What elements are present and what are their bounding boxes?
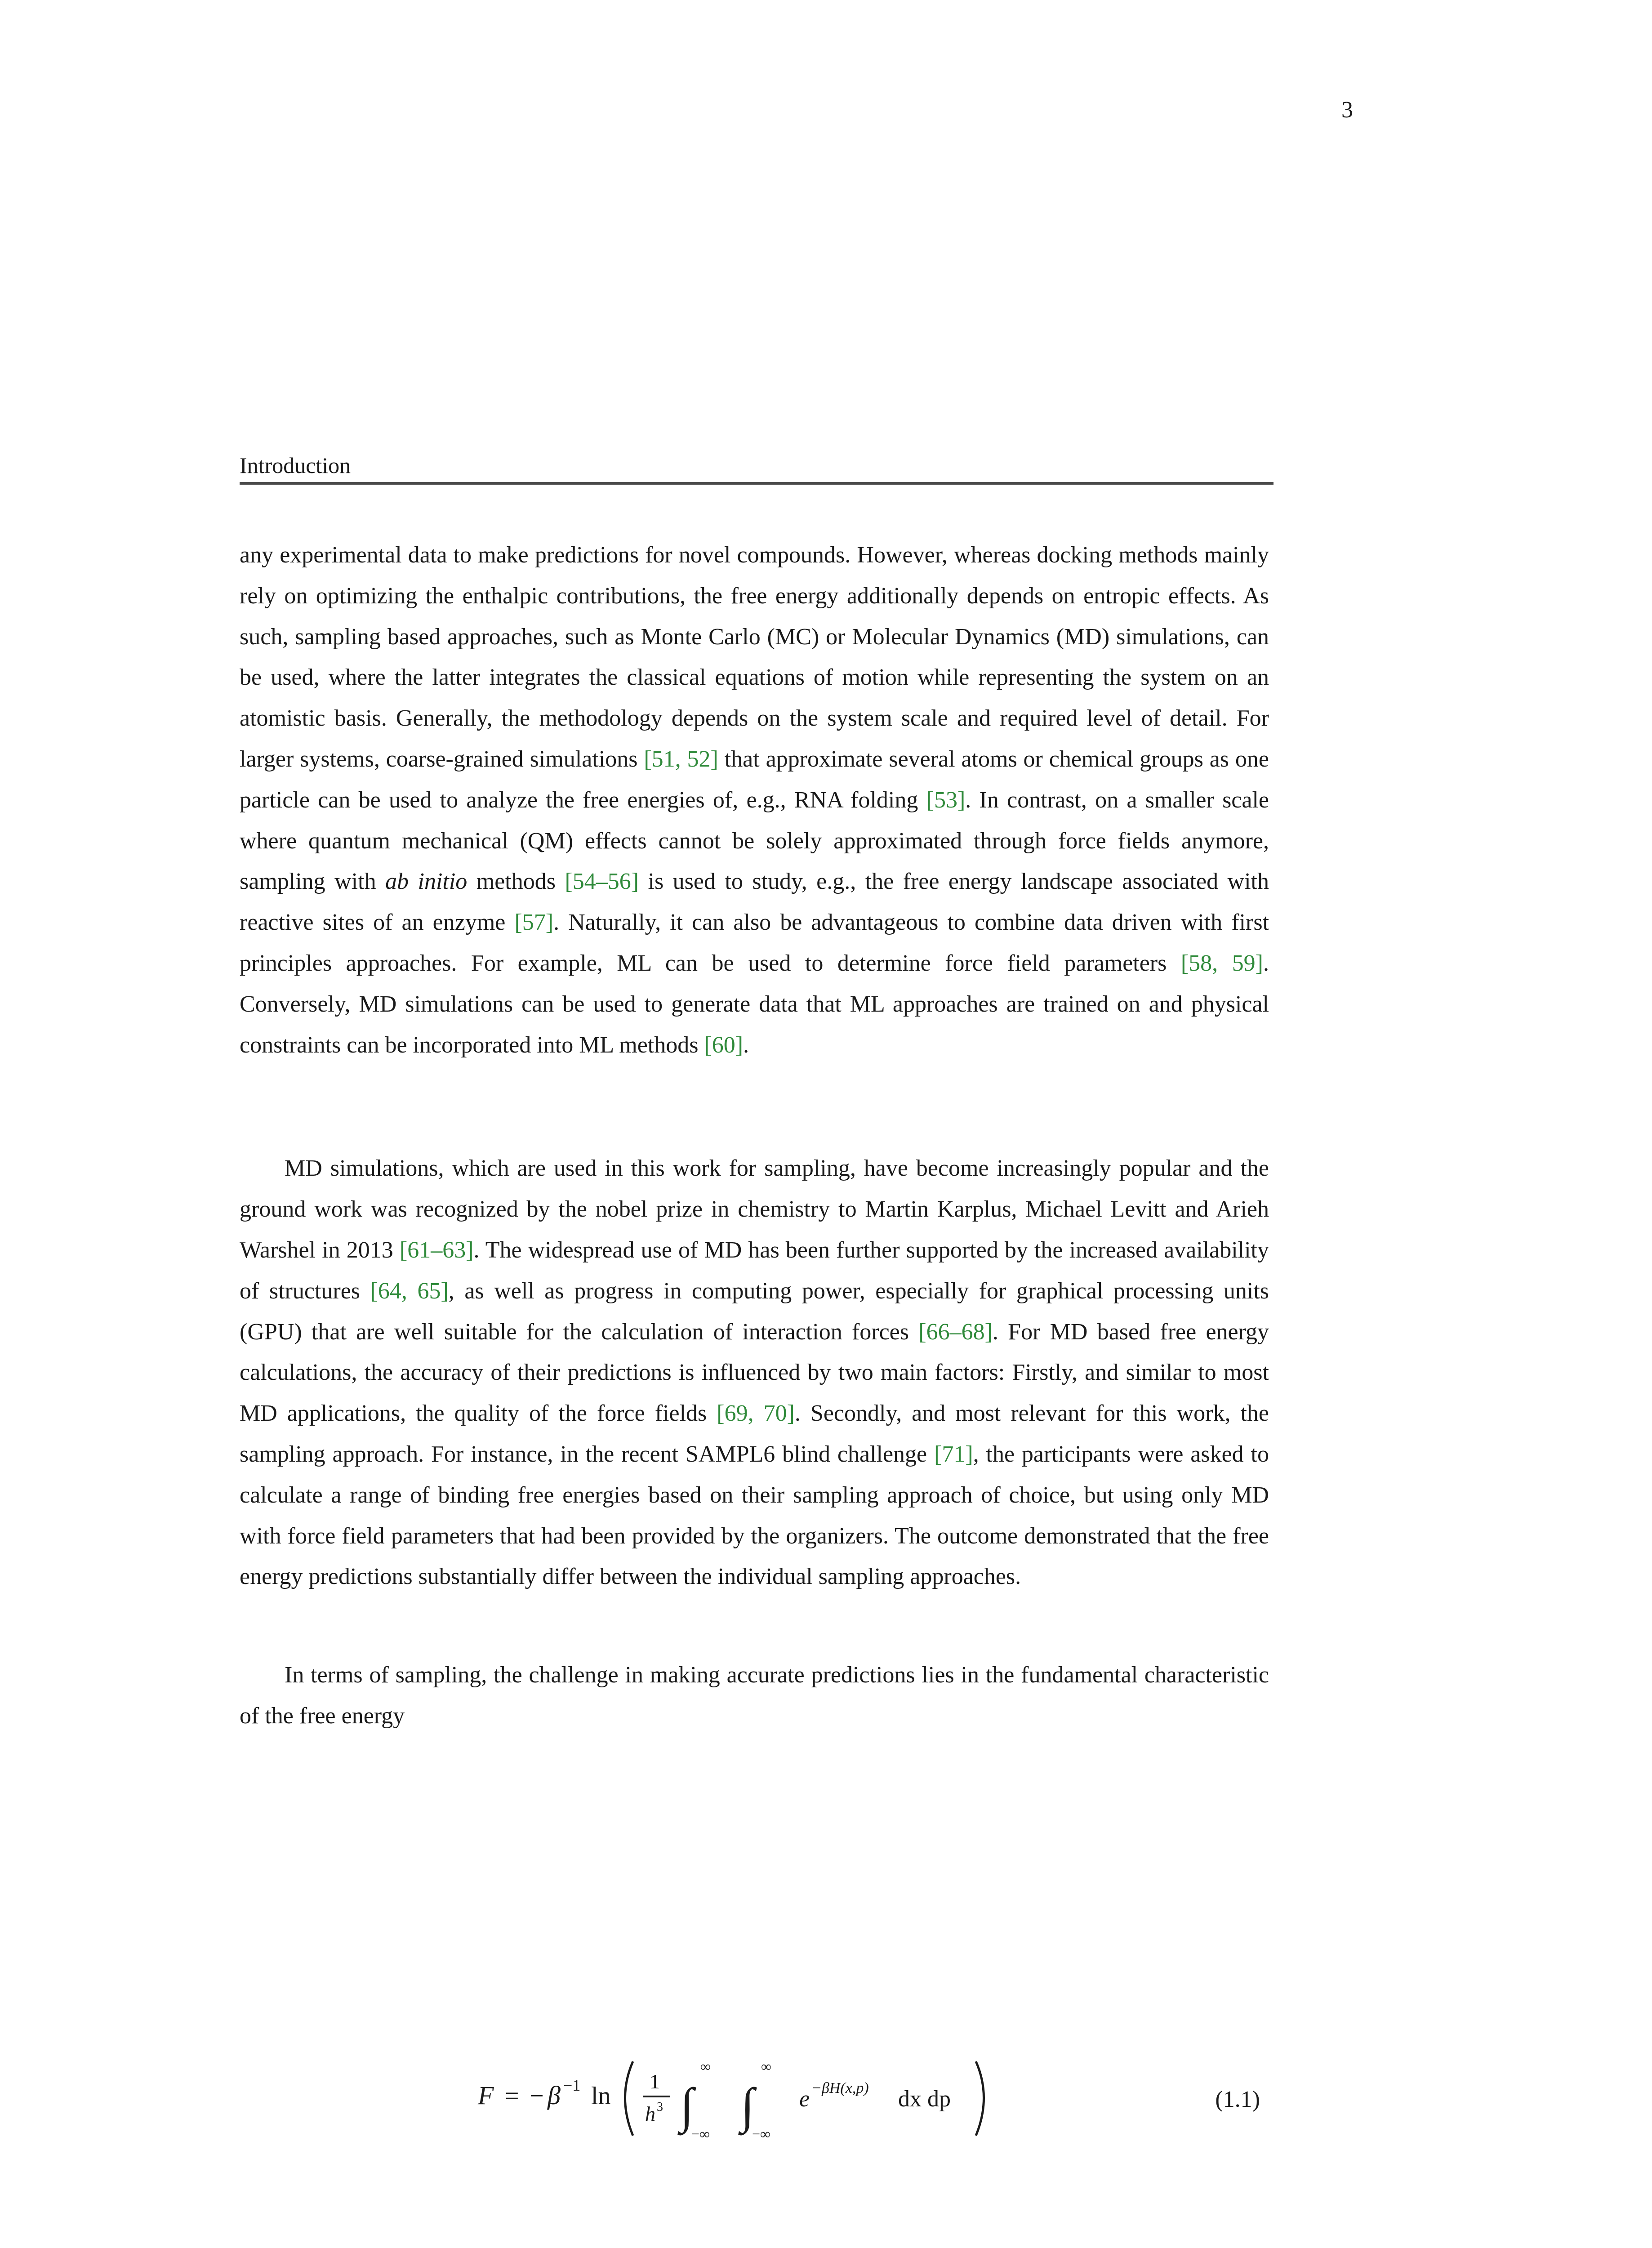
text-run: any experimental data to make predictions for novel compounds. However, whereas docking methods mainly rely on optimizing the enthalpic contributions, the free energy additionally depends on entropic effects. As such, sampling based approaches, such as Monte Carlo (MC) or Molecular Dynamics (MD) simulations, can be used, where the latter integrates the classical equations of motion while representing the system on an atomistic basis. Generally, the methodology depends on the system scale and required level of detail. For larger systems, coarse-grained simulations [240, 542, 1269, 772]
citation-link[interactable]: [71] [934, 1441, 973, 1467]
paragraph-spacer [240, 1597, 1269, 1655]
equation-number: (1.1) [1215, 2087, 1260, 2112]
integral-upper-limit: ∞ [761, 2058, 771, 2074]
paragraph-spacer [240, 1066, 1269, 1148]
text-run: , as well as progress in computing power, especially for graphical processing units (GPU) that are well suitable for the calculation of interaction forces [240, 1278, 1269, 1345]
equals-sign: = [505, 2082, 519, 2110]
citation-link[interactable]: [57] [514, 910, 554, 936]
paragraph [240, 535, 1269, 1066]
citation-link[interactable]: [54–56] [565, 869, 639, 895]
denominator-exponent: 3 [657, 2100, 663, 2114]
integral-lower-limit: −∞ [691, 2126, 710, 2142]
emphasized-text: ab initio [385, 869, 468, 895]
ln-operator: ln [591, 2082, 611, 2110]
citation-link[interactable]: [58, 59] [1180, 950, 1263, 976]
citation-link[interactable]: [66–68] [918, 1319, 993, 1345]
text-run: . Secondly, and most relevant for this work, the sampling approach. For instance, in the recent SAMPL6 blind challenge [240, 1401, 1269, 1467]
text-run: . In contrast, on a smaller scale where quantum mechanical (QM) effects cannot be solely approximated through force fields anymore, sampling with [240, 787, 1269, 895]
text-run: is used to study, e.g., the free energy landscape associated with reactive sites of an enzyme [240, 869, 1269, 936]
right-paren [976, 2061, 984, 2136]
integral-sign: ∫ [680, 2078, 694, 2133]
header-title: Introduction [240, 453, 351, 478]
fraction-numerator: 1 [650, 2070, 660, 2093]
text-run: . [743, 1032, 749, 1058]
free-energy-equation [473, 2043, 1170, 2151]
beta-exponent: −1 [563, 2076, 581, 2094]
minus-sign: − [530, 2082, 544, 2110]
exponential-base: e [799, 2086, 810, 2112]
equation-block [240, 2043, 1269, 2151]
citation-link[interactable]: [60] [704, 1032, 744, 1058]
equation-lhs: F [478, 2081, 494, 2110]
text-run: In terms of sampling, the challenge in making accurate predictions lies in the fundamental characteristic of the free energy [240, 1662, 1269, 1729]
text-run: . Naturally, it can also be advantageous to combine data driven with first principles approaches. For example, ML can be used to determine force field parameters [240, 910, 1269, 976]
left-paren [625, 2061, 633, 2136]
paragraph [240, 1148, 1269, 1597]
citation-link[interactable]: [69, 70] [717, 1401, 795, 1427]
differentials: dx dp [898, 2086, 951, 2112]
text-run: , the participants were asked to calculate a range of binding free energies based on their sampling approach of choice, but using only MD with force field parameters that had been provided by the organizers. The outcome demonstrated that the free energy predictions substantially differ between the individual sampling approaches. [240, 1441, 1269, 1590]
citation-link[interactable]: [64, 65] [370, 1278, 449, 1304]
integral-upper-limit: ∞ [700, 2058, 711, 2074]
text-run: . The widespread use of MD has been further supported by the increased availability of structures [240, 1237, 1269, 1304]
fraction-denominator: h [645, 2102, 655, 2125]
page-number: 3 [1341, 97, 1353, 123]
text-run: . For MD based free energy calculations, the accuracy of their predictions is influenced by two main factors: Firstly, and similar to most MD applications, the quality of the force fields [240, 1319, 1269, 1427]
running-header [240, 445, 1274, 485]
text-run: methods [467, 869, 565, 895]
text-run: . Conversely, MD simulations can be used to generate data that ML approaches are trained on and physical constraints can be incorporated into ML methods [240, 950, 1269, 1058]
text-run: that approximate several atoms or chemical groups as one particle can be used to analyze the free energies of, e.g., RNA folding [240, 746, 1269, 813]
integral-sign: ∫ [741, 2078, 755, 2133]
paragraph [240, 1655, 1269, 1737]
integral-lower-limit: −∞ [752, 2126, 770, 2142]
citation-link[interactable]: [61–63] [399, 1237, 474, 1263]
exponential-exponent: −βH(x,p) [811, 2080, 869, 2096]
citation-link[interactable]: [53] [926, 787, 966, 813]
beta-symbol: β [548, 2081, 561, 2110]
text-run: MD simulations, which are used in this work for sampling, have become increasingly popular and the ground work was recognized by the nobel prize in chemistry to Martin Karplus, Michael Levitt and Arieh Warshel in 2013 [240, 1155, 1269, 1263]
body-text [240, 535, 1269, 1737]
citation-link[interactable]: [51, 52] [644, 746, 718, 772]
